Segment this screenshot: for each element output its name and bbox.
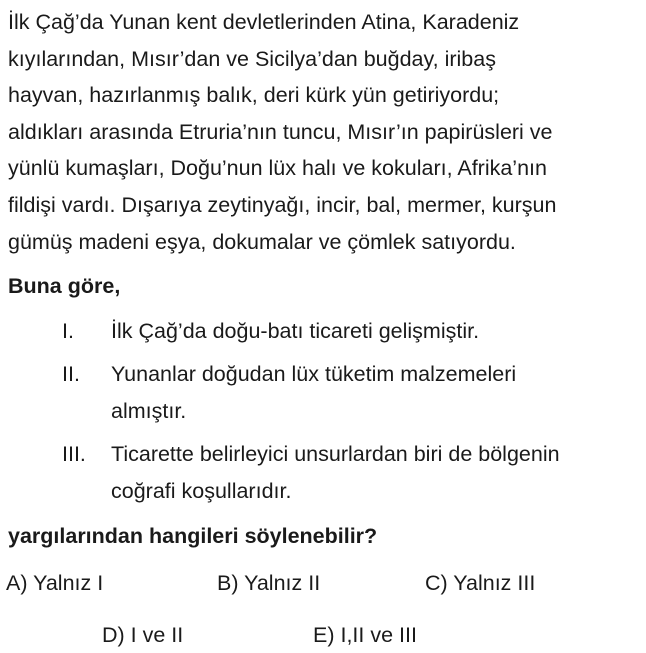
statement-text	[111, 313, 646, 350]
statement-line: İlk Çağ’da doğu-batı ticareti gelişmiştir.	[111, 319, 480, 343]
statement-line: coğrafi koşullarıdır.	[111, 479, 292, 503]
option-b[interactable]: B) Yalnız II	[217, 571, 321, 595]
statement-line: Ticarette belirleyici unsurlardan biri de bölgenin	[111, 442, 560, 466]
statement-text	[111, 356, 646, 430]
statement-number: II.	[62, 362, 80, 386]
passage-line: gümüş madeni eşya, dokumalar ve çömlek satıyordu.	[8, 229, 516, 254]
option-e[interactable]: E) I,II ve III	[313, 623, 417, 647]
question-stem: Buna göre,	[8, 274, 121, 298]
statement-line: Yunanlar doğudan lüx tüketim malzemeleri	[111, 362, 517, 386]
statement-i	[0, 313, 646, 350]
statement-text	[111, 436, 646, 510]
statement-ii	[0, 356, 646, 430]
statement-line: almıştır.	[111, 399, 187, 423]
passage-line: yünlü kumaşları, Doğu’nun lüx halı ve kokuları, Afrika’nın	[8, 156, 547, 181]
passage-line: aldıkları arasında Etruria’nın tuncu, Mısır’ın papirüsleri ve	[8, 119, 553, 144]
passage-text	[8, 4, 642, 260]
option-d[interactable]: D) I ve II	[102, 623, 184, 647]
statement-number: I.	[62, 319, 74, 343]
statement-iii	[0, 436, 646, 510]
option-a[interactable]: A) Yalnız I	[6, 571, 104, 595]
option-c[interactable]: C) Yalnız III	[425, 571, 536, 595]
passage-line: İlk Çağ’da Yunan kent devletlerinden Atina, Karadeniz	[8, 10, 520, 34]
passage-line: fildişi vardı. Dışarıya zeytinyağı, incir, bal, mermer, kurşun	[8, 192, 557, 217]
statement-list	[0, 313, 646, 516]
passage-line: kıyılarından, Mısır’dan ve Sicilya’dan buğday, iribaş	[8, 46, 496, 71]
passage-line: hayvan, hazırlanmış balık, deri kürk yün getiriyordu;	[8, 83, 500, 108]
statement-number: III.	[62, 442, 86, 466]
question-prompt: yargılarından hangileri söylenebilir?	[8, 524, 378, 548]
